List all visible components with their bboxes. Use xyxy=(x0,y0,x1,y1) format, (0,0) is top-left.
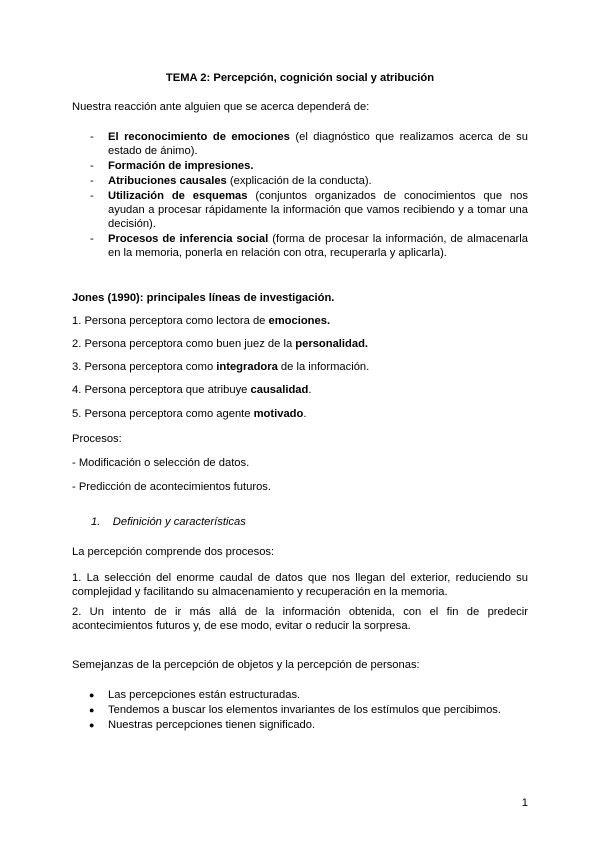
proceso-item: - Modificación o selección de datos. xyxy=(72,457,250,469)
percepcion-item: 1. La selección del enorme caudal de datos que nos llegan del exterior, reduciendo su complejidad y facilitando su almacenamiento y recuperación en la memoria. xyxy=(72,572,528,598)
dash-list xyxy=(72,130,528,261)
page-number: 1 xyxy=(521,797,528,809)
percepcion-item: 2. Un intento de ir más allá de la información obtenida, con el fin de predecir acontecimientos futuros y, de ese modo, evitar o reducir la sorpresa. xyxy=(72,606,528,632)
list-item: - Utilización de esquemas (conjuntos organizados de conocimientos que nos ayudan a procesar rápidamente la información que vamos recibiendo y a tomar una decisión). xyxy=(90,190,528,230)
percepcion-intro: La percepción comprende dos procesos: xyxy=(72,546,275,558)
jones-heading: Jones (1990): principales líneas de investigación. xyxy=(72,292,335,304)
jones-item: 2. Persona perceptora como buen juez de la personalidad. xyxy=(72,338,369,350)
section-title: Definición y características xyxy=(112,516,246,528)
semejanzas-list xyxy=(72,688,528,733)
bullet-icon: ● xyxy=(89,720,95,730)
intro-paragraph: Nuestra reacción ante alguien que se acerca dependerá de: xyxy=(72,101,370,113)
bullet-icon: ● xyxy=(89,690,95,700)
jones-item: 4. Persona perceptora que atribuye causalidad. xyxy=(72,384,312,396)
jones-item: 3. Persona perceptora como integradora de la información. xyxy=(72,361,370,373)
semejanzas-intro: Semejanzas de la percepción de objetos y la percepción de personas: xyxy=(72,659,420,671)
jones-item: 5. Persona perceptora como agente motivado. xyxy=(72,408,307,420)
list-item: ● Nuestras percepciones tienen significado. xyxy=(89,719,316,731)
list-item: ● Tendemos a buscar los elementos invariantes de los estímulos que percibimos. xyxy=(89,704,502,716)
section-heading xyxy=(91,515,528,529)
list-item: ● Las percepciones están estructuradas. xyxy=(89,689,301,701)
bullet-icon: ● xyxy=(89,705,95,715)
jones-item: 1. Persona perceptora como lectora de emociones. xyxy=(72,315,331,327)
proceso-item: - Predicción de acontecimientos futuros. xyxy=(72,481,271,493)
list-item: - El reconocimiento de emociones (el diagnóstico que realizamos acerca de su estado de ánimo). xyxy=(90,131,528,157)
page-title: TEMA 2: Percepción, cognición social y atribución xyxy=(165,72,435,84)
section-number: 1. xyxy=(91,516,101,528)
list-item: - Procesos de inferencia social (forma de procesar la información, de almacenarla en la memoria, ponerla en relación con otra, recuperarla y aplicarla). xyxy=(90,233,528,259)
procesos-label: Procesos: xyxy=(72,433,122,445)
list-item: - Atribuciones causales (explicación de la conducta). xyxy=(90,175,372,187)
list-item: - Formación de impresiones. xyxy=(90,160,254,172)
